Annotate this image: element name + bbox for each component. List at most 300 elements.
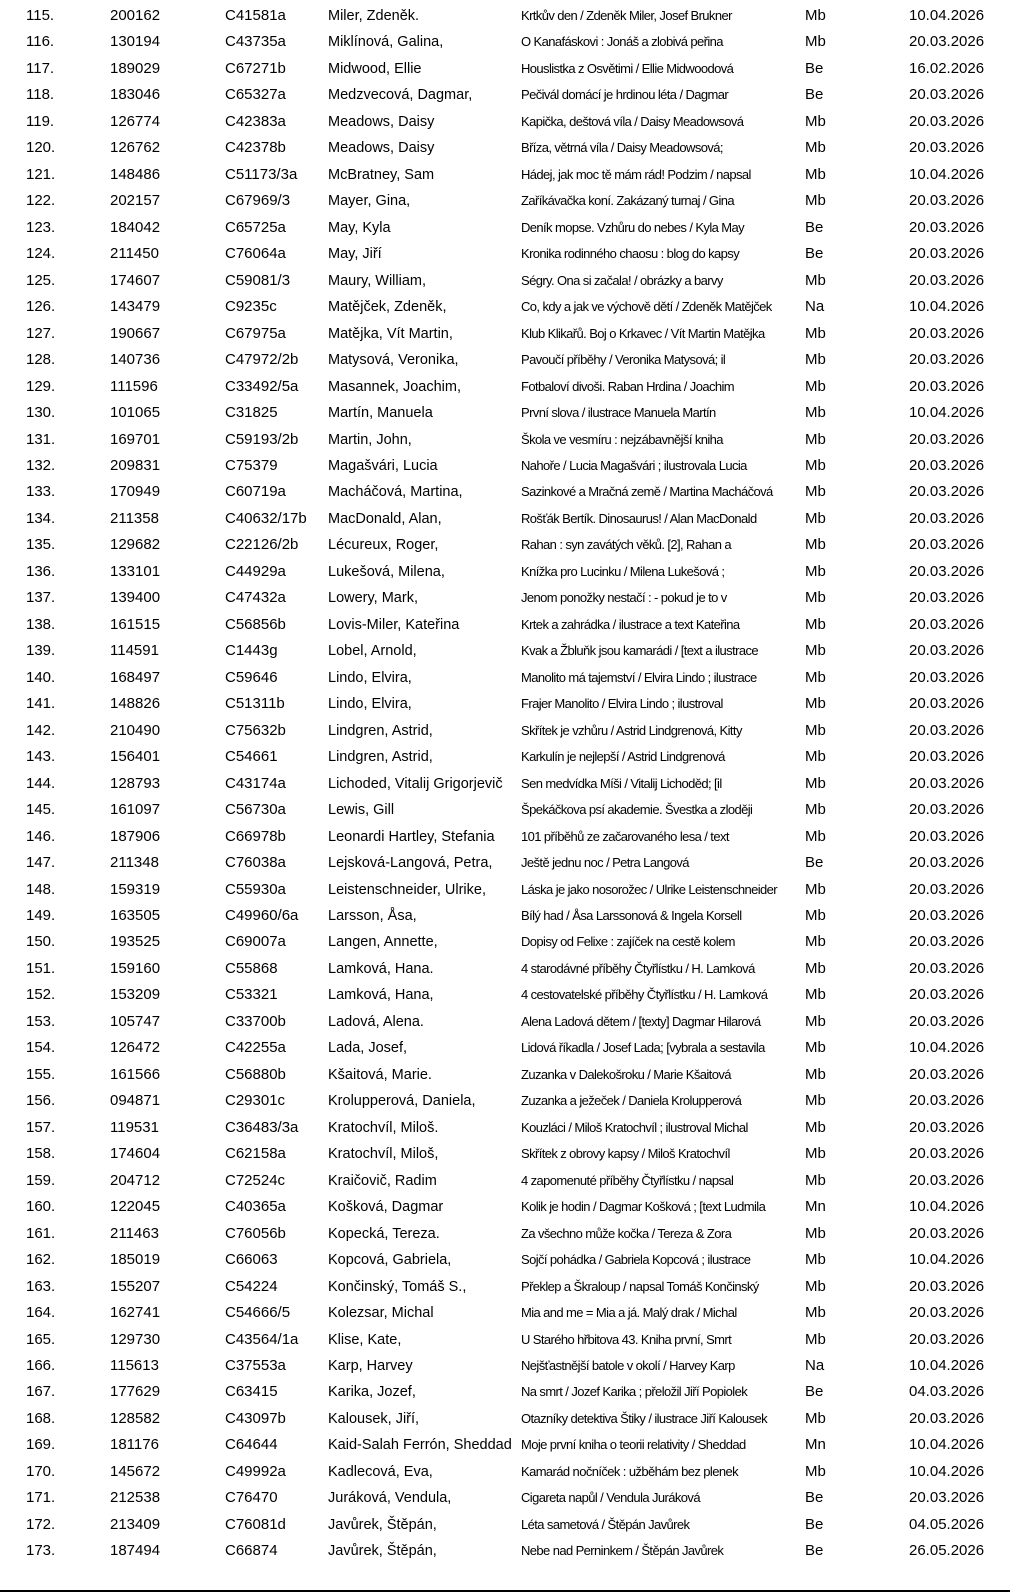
cell-title: Knížka pro Lucinku / Milena Lukešová ; bbox=[521, 563, 725, 579]
cell-title: Sojčí pohádka / Gabriela Kopcová ; ilustrace bbox=[521, 1252, 751, 1268]
cell-signature: C75632b bbox=[225, 721, 286, 739]
cell-title: Nebe nad Perninkem / Štěpán Javůrek bbox=[521, 1543, 724, 1559]
cell-title: Ségry. Ona si začala! / obrázky a barvy bbox=[521, 272, 723, 288]
cell-row-number: 120. bbox=[26, 139, 56, 157]
table-row bbox=[0, 453, 1020, 479]
cell-signature: C76470 bbox=[225, 1489, 278, 1507]
cell-title: Rahan : syn zavátých věků. [2], Rahan a bbox=[521, 537, 732, 553]
cell-due-date: 10.04.2026 bbox=[909, 1251, 985, 1269]
cell-title: Nahoře / Lucia Magašvári ; ilustrovala Lucia bbox=[521, 457, 747, 473]
table-row bbox=[0, 638, 1020, 664]
cell-title: Za všechno může kočka / Tereza & Zora bbox=[521, 1225, 732, 1241]
cell-title: První slova / ilustrace Manuela Martín bbox=[521, 405, 716, 421]
cell-record-id: 210490 bbox=[110, 721, 161, 739]
cell-author: Kaid-Salah Ferrón, Sheddad bbox=[328, 1437, 512, 1454]
cell-title: U Starého hřbitova 43. Kniha první, Smrt bbox=[521, 1331, 732, 1347]
cell-due-date: 20.03.2026 bbox=[909, 695, 985, 713]
cell-signature: C47972/2b bbox=[225, 351, 299, 369]
cell-row-number: 147. bbox=[26, 854, 56, 872]
cell-signature: C43564/1a bbox=[225, 1330, 299, 1348]
table-row bbox=[0, 1194, 1020, 1220]
cell-type-code: Mb bbox=[805, 906, 826, 924]
cell-type-code: Mb bbox=[805, 695, 826, 713]
cell-author: Martín, Manuela bbox=[328, 405, 433, 422]
table-row bbox=[0, 1327, 1020, 1353]
table-row bbox=[0, 294, 1020, 320]
cell-author: McBratney, Sam bbox=[328, 166, 435, 183]
cell-author: Kraičovič, Radim bbox=[328, 1172, 437, 1189]
cell-title: Bříza, větrná víla / Daisy Meadowsová; bbox=[521, 140, 723, 156]
table-row bbox=[0, 612, 1020, 638]
cell-type-code: Mb bbox=[805, 271, 826, 289]
cell-row-number: 141. bbox=[26, 695, 56, 713]
cell-signature: C75379 bbox=[225, 456, 278, 474]
cell-type-code: Mb bbox=[805, 986, 826, 1004]
cell-title: 4 zapomenuté příběhy Čtyřlístku / napsal bbox=[521, 1172, 734, 1188]
cell-signature: C67975a bbox=[225, 324, 286, 342]
cell-type-code: Mb bbox=[805, 642, 826, 660]
cell-row-number: 173. bbox=[26, 1542, 56, 1560]
cell-record-id: 181176 bbox=[110, 1436, 159, 1454]
cell-due-date: 10.04.2026 bbox=[909, 1436, 985, 1454]
cell-due-date: 20.03.2026 bbox=[909, 139, 985, 157]
table-row bbox=[0, 188, 1020, 214]
cell-title: Zaříkávačka koní. Zakázaný turnaj / Gina bbox=[521, 193, 734, 209]
cell-type-code: Mb bbox=[805, 1277, 826, 1295]
cell-title: Kvak a Žbluňk jsou kamarádi / [text a ilustrace bbox=[521, 643, 758, 659]
cell-type-code: Mb bbox=[805, 880, 826, 898]
cell-due-date: 20.03.2026 bbox=[909, 615, 985, 633]
cell-signature: C62158a bbox=[225, 1145, 286, 1163]
cell-row-number: 118. bbox=[26, 86, 55, 104]
cell-due-date: 20.03.2026 bbox=[909, 245, 985, 263]
table-row bbox=[0, 559, 1020, 585]
cell-title: Hádej, jak moc tě mám rád! Podzim / napsal bbox=[521, 166, 751, 182]
cell-type-code: Mb bbox=[805, 1224, 826, 1242]
cell-record-id: 145672 bbox=[110, 1462, 161, 1480]
cell-signature: C76081d bbox=[225, 1515, 286, 1533]
cell-signature: C63415 bbox=[225, 1383, 278, 1401]
cell-row-number: 122. bbox=[26, 192, 56, 210]
table-row bbox=[0, 1088, 1020, 1114]
cell-row-number: 128. bbox=[26, 351, 56, 369]
cell-due-date: 20.03.2026 bbox=[909, 748, 985, 766]
table-row bbox=[0, 1035, 1020, 1061]
table-row bbox=[0, 1432, 1020, 1458]
table-row bbox=[0, 1300, 1020, 1326]
cell-record-id: 184042 bbox=[110, 218, 161, 236]
cell-due-date: 20.03.2026 bbox=[909, 456, 985, 474]
cell-type-code: Mb bbox=[805, 7, 826, 24]
cell-row-number: 125. bbox=[26, 271, 56, 289]
cell-signature: C59081/3 bbox=[225, 271, 291, 289]
cell-due-date: 20.03.2026 bbox=[909, 1277, 985, 1295]
cell-row-number: 167. bbox=[26, 1383, 56, 1401]
cell-record-id: 129730 bbox=[110, 1330, 161, 1348]
cell-due-date: 20.03.2026 bbox=[909, 589, 985, 607]
cell-author: Lamková, Hana. bbox=[328, 960, 434, 977]
cell-due-date: 20.03.2026 bbox=[909, 1145, 985, 1163]
cell-signature: C51173/3a bbox=[225, 165, 298, 183]
cell-author: Leonardi Hartley, Stefania bbox=[328, 828, 495, 845]
cell-title: Alena Ladová dětem / [texty] Dagmar Hilarová bbox=[521, 1013, 761, 1029]
cell-record-id: 129682 bbox=[110, 536, 161, 554]
cell-due-date: 20.03.2026 bbox=[909, 33, 985, 51]
cell-record-id: 211348 bbox=[110, 854, 159, 872]
cell-due-date: 10.04.2026 bbox=[909, 1198, 985, 1216]
table-row bbox=[0, 1009, 1020, 1035]
cell-signature: C1443g bbox=[225, 642, 278, 660]
cell-due-date: 20.03.2026 bbox=[909, 1224, 985, 1242]
cell-title: Bílý had / Åsa Larssonová & Ingela Korsell bbox=[521, 907, 742, 923]
table-row bbox=[0, 268, 1020, 294]
cell-due-date: 10.04.2026 bbox=[909, 298, 985, 316]
table-row bbox=[0, 1353, 1020, 1379]
cell-row-number: 119. bbox=[26, 112, 55, 130]
cell-row-number: 139. bbox=[26, 642, 56, 660]
cell-signature: C66874 bbox=[225, 1542, 278, 1560]
cell-author: MacDonald, Alan, bbox=[328, 510, 442, 527]
cell-record-id: 111596 bbox=[110, 377, 158, 395]
cell-row-number: 134. bbox=[26, 509, 56, 527]
cell-title: Sazinkové a Mračná země / Martina Macháčová bbox=[521, 484, 773, 500]
cell-author: Leistenschneider, Ulrike, bbox=[328, 881, 486, 898]
cell-signature: C54224 bbox=[225, 1277, 278, 1295]
cell-signature: C37553a bbox=[225, 1356, 286, 1374]
cell-signature: C66063 bbox=[225, 1251, 278, 1269]
cell-author: Macháčová, Martina, bbox=[328, 484, 463, 501]
table-row bbox=[0, 1221, 1020, 1247]
cell-due-date: 20.03.2026 bbox=[909, 1171, 985, 1189]
cell-row-number: 143. bbox=[26, 748, 56, 766]
cell-type-code: Mb bbox=[805, 1330, 826, 1348]
cell-author: Kalousek, Jiří, bbox=[328, 1410, 420, 1427]
cell-signature: C43097b bbox=[225, 1409, 286, 1427]
table-row bbox=[0, 1062, 1020, 1088]
cell-author: May, Kyla bbox=[328, 219, 391, 236]
cell-row-number: 150. bbox=[26, 933, 56, 951]
cell-due-date: 20.03.2026 bbox=[909, 668, 985, 686]
cell-title: Nejšťastnější batole v okolí / Harvey Karp bbox=[521, 1357, 735, 1373]
cell-due-date: 20.03.2026 bbox=[909, 86, 985, 104]
cell-author: Kratochvíl, Miloš, bbox=[328, 1146, 439, 1163]
table-row bbox=[0, 1406, 1020, 1432]
cell-type-code: Be bbox=[805, 218, 824, 236]
cell-signature: C43735a bbox=[225, 33, 286, 51]
table-row bbox=[0, 1141, 1020, 1167]
cell-type-code: Be bbox=[805, 854, 824, 872]
cell-row-number: 164. bbox=[26, 1304, 56, 1322]
cell-type-code: Mb bbox=[805, 1145, 826, 1163]
cell-author: Lukešová, Milena, bbox=[328, 563, 445, 580]
cell-record-id: 189029 bbox=[110, 59, 161, 77]
cell-title: Zuzanka a ježeček / Daniela Krolupperová bbox=[521, 1093, 742, 1109]
cell-due-date: 20.03.2026 bbox=[909, 774, 985, 792]
cell-type-code: Mb bbox=[805, 1251, 826, 1269]
cell-signature: C40365a bbox=[225, 1198, 286, 1216]
cell-author: Masannek, Joachim, bbox=[328, 378, 461, 395]
table-row bbox=[0, 347, 1020, 373]
cell-row-number: 145. bbox=[26, 801, 56, 819]
cell-type-code: Be bbox=[805, 1515, 824, 1533]
cell-due-date: 10.04.2026 bbox=[909, 165, 985, 183]
cell-signature: C56730a bbox=[225, 801, 286, 819]
cell-signature: C9235c bbox=[225, 298, 277, 316]
cell-title: Lidová říkadla / Josef Lada; [vybrala a sestavila bbox=[521, 1040, 765, 1056]
cell-record-id: 128582 bbox=[110, 1409, 161, 1427]
cell-signature: C47432a bbox=[225, 589, 286, 607]
cell-row-number: 170. bbox=[26, 1462, 56, 1480]
cell-title: Kolik je hodin / Dagmar Košková ; [text Ludmila bbox=[521, 1199, 766, 1215]
cell-record-id: 183046 bbox=[110, 86, 161, 104]
cell-due-date: 20.03.2026 bbox=[909, 906, 985, 924]
table-row bbox=[0, 1538, 1020, 1564]
cell-row-number: 154. bbox=[26, 1039, 56, 1057]
bottom-rule bbox=[0, 1590, 1010, 1592]
cell-signature: C65725a bbox=[225, 218, 286, 236]
cell-row-number: 124. bbox=[26, 245, 56, 263]
cell-signature: C31825 bbox=[225, 404, 278, 422]
table-row bbox=[0, 506, 1020, 532]
table-row bbox=[0, 29, 1020, 55]
cell-row-number: 157. bbox=[26, 1118, 56, 1136]
cell-due-date: 20.03.2026 bbox=[909, 430, 985, 448]
table-row bbox=[0, 109, 1020, 135]
cell-record-id: 174607 bbox=[110, 271, 161, 289]
table-row bbox=[0, 929, 1020, 955]
cell-type-code: Mn bbox=[805, 1436, 826, 1454]
cell-record-id: 209831 bbox=[110, 456, 161, 474]
cell-title: Frajer Manolito / Elvira Lindo ; ilustroval bbox=[521, 696, 723, 712]
cell-author: Lewis, Gill bbox=[328, 802, 395, 819]
cell-record-id: 140736 bbox=[110, 351, 161, 369]
table-row bbox=[0, 797, 1020, 823]
cell-due-date: 04.05.2026 bbox=[909, 1515, 985, 1533]
cell-signature: C76056b bbox=[225, 1224, 286, 1242]
cell-signature: C59193/2b bbox=[225, 430, 299, 448]
cell-title: O Kanafáskovi : Jonáš a zlobivá peřina bbox=[521, 34, 723, 50]
cell-record-id: 153209 bbox=[110, 986, 161, 1004]
cell-author: Matějka, Vít Martin, bbox=[328, 325, 453, 342]
cell-type-code: Mb bbox=[805, 562, 826, 580]
cell-row-number: 116. bbox=[26, 33, 55, 51]
cell-row-number: 144. bbox=[26, 774, 56, 792]
cell-due-date: 26.05.2026 bbox=[909, 1542, 985, 1560]
cell-author: Končinský, Tomáš S., bbox=[328, 1278, 467, 1295]
cell-signature: C56856b bbox=[225, 615, 286, 633]
cell-title: Na smrt / Jozef Karika ; přeložil Jiří Popiolek bbox=[521, 1384, 748, 1400]
cell-type-code: Be bbox=[805, 1383, 824, 1401]
cell-record-id: 174604 bbox=[110, 1145, 161, 1163]
cell-signature: C42255a bbox=[225, 1039, 286, 1057]
table-row bbox=[0, 427, 1020, 453]
cell-record-id: 204712 bbox=[110, 1171, 161, 1189]
cell-title: Skřítek je vzhůru / Astrid Lindgrenová, Kitty bbox=[521, 722, 742, 738]
table-row bbox=[0, 771, 1020, 797]
cell-signature: C29301c bbox=[225, 1092, 286, 1110]
table-row bbox=[0, 824, 1020, 850]
cell-title: Klub Klikařů. Boj o Krkavec / Vít Martin Matějka bbox=[521, 325, 765, 341]
cell-author: Lada, Josef, bbox=[328, 1040, 407, 1057]
cell-signature: C51311b bbox=[225, 695, 285, 713]
cell-due-date: 20.03.2026 bbox=[909, 827, 985, 845]
cell-author: Karika, Jozef, bbox=[328, 1384, 416, 1401]
cell-signature: C49960/6a bbox=[225, 906, 299, 924]
cell-author: Lovis-Miler, Kateřina bbox=[328, 616, 460, 633]
cell-type-code: Be bbox=[805, 1542, 824, 1560]
cell-row-number: 140. bbox=[26, 668, 56, 686]
cell-row-number: 127. bbox=[26, 324, 56, 342]
cell-record-id: 122045 bbox=[110, 1198, 161, 1216]
cell-title: Špekáčkova psí akademie. Švestka a zloději bbox=[521, 802, 753, 818]
cell-signature: C56880b bbox=[225, 1065, 286, 1083]
cell-author: Lowery, Mark, bbox=[328, 590, 418, 607]
cell-author: Javůrek, Štěpán, bbox=[328, 1543, 437, 1560]
cell-title: Krtkův den / Zdeněk Miler, Josef Brukner bbox=[521, 8, 732, 23]
cell-row-number: 152. bbox=[26, 986, 56, 1004]
cell-author: Lichoded, Vitalij Grigorjevič bbox=[328, 775, 503, 792]
cell-row-number: 129. bbox=[26, 377, 56, 395]
cell-record-id: 161566 bbox=[110, 1065, 161, 1083]
cell-due-date: 20.03.2026 bbox=[909, 324, 985, 342]
cell-due-date: 20.03.2026 bbox=[909, 1118, 985, 1136]
cell-due-date: 20.03.2026 bbox=[909, 509, 985, 527]
cell-row-number: 158. bbox=[26, 1145, 56, 1163]
table-row bbox=[0, 1274, 1020, 1300]
cell-title: Pavoučí příběhy / Veronika Matysová; il bbox=[521, 352, 726, 368]
cell-type-code: Mb bbox=[805, 1171, 826, 1189]
cell-due-date: 20.03.2026 bbox=[909, 562, 985, 580]
cell-row-number: 172. bbox=[26, 1515, 56, 1533]
cell-record-id: 161097 bbox=[110, 801, 161, 819]
cell-author: Langen, Annette, bbox=[328, 934, 438, 951]
cell-due-date: 10.04.2026 bbox=[909, 404, 985, 422]
cell-due-date: 20.03.2026 bbox=[909, 271, 985, 289]
cell-title: 4 starodávné příběhy Čtyřlístku / H. Lamková bbox=[521, 960, 755, 976]
table-row bbox=[0, 374, 1020, 400]
cell-due-date: 20.03.2026 bbox=[909, 721, 985, 739]
cell-title: Krtek a zahrádka / ilustrace a text Kateřina bbox=[521, 616, 740, 632]
cell-signature: C59646 bbox=[225, 668, 278, 686]
cell-signature: C43174a bbox=[225, 774, 286, 792]
cell-due-date: 20.03.2026 bbox=[909, 1092, 985, 1110]
cell-signature: C33700b bbox=[225, 1012, 286, 1030]
table-row bbox=[0, 56, 1020, 82]
cell-type-code: Na bbox=[805, 1356, 825, 1374]
cell-due-date: 20.03.2026 bbox=[909, 1489, 985, 1507]
cell-record-id: 187906 bbox=[110, 827, 161, 845]
table-row bbox=[0, 903, 1020, 929]
table-row bbox=[0, 1512, 1020, 1538]
cell-record-id: 211358 bbox=[110, 509, 159, 527]
cell-signature: C76038a bbox=[225, 854, 286, 872]
cell-due-date: 20.03.2026 bbox=[909, 192, 985, 210]
cell-type-code: Mb bbox=[805, 1012, 826, 1030]
cell-author: Matysová, Veronika, bbox=[328, 352, 459, 369]
cell-signature: C44929a bbox=[225, 562, 286, 580]
table-row bbox=[0, 956, 1020, 982]
cell-due-date: 20.03.2026 bbox=[909, 959, 985, 977]
cell-title: Kouzláci / Miloš Kratochvíl ; ilustroval Michal bbox=[521, 1119, 748, 1135]
cell-record-id: 200162 bbox=[110, 7, 161, 24]
cell-author: Lobel, Arnold, bbox=[328, 643, 417, 660]
cell-row-number: 151. bbox=[26, 959, 56, 977]
cell-title: Otazníky detektiva Štiky / ilustrace Jiří Kalousek bbox=[521, 1410, 767, 1426]
cell-row-number: 135. bbox=[26, 536, 56, 554]
cell-due-date: 20.03.2026 bbox=[909, 854, 985, 872]
cell-record-id: 114591 bbox=[110, 642, 159, 660]
cell-title: Překlep a Škraloup / napsal Tomáš Končinský bbox=[521, 1278, 759, 1294]
cell-type-code: Mb bbox=[805, 1092, 826, 1110]
cell-type-code: Mb bbox=[805, 589, 826, 607]
cell-type-code: Mb bbox=[805, 430, 826, 448]
cell-signature: C64644 bbox=[225, 1436, 278, 1454]
cell-record-id: 170949 bbox=[110, 483, 161, 501]
cell-row-number: 148. bbox=[26, 880, 56, 898]
cell-type-code: Mb bbox=[805, 483, 826, 501]
cell-author: Lamková, Hana, bbox=[328, 987, 434, 1004]
cell-author: Miler, Zdeněk. bbox=[328, 8, 420, 24]
cell-row-number: 149. bbox=[26, 906, 56, 924]
table-row bbox=[0, 1485, 1020, 1511]
cell-type-code: Mb bbox=[805, 668, 826, 686]
cell-type-code: Mb bbox=[805, 351, 826, 369]
cell-type-code: Mb bbox=[805, 774, 826, 792]
cell-signature: C67969/3 bbox=[225, 192, 291, 210]
cell-author: Meadows, Daisy bbox=[328, 113, 435, 130]
cell-row-number: 137. bbox=[26, 589, 56, 607]
cell-author: Lécureux, Roger, bbox=[328, 537, 439, 554]
cell-author: Kopcová, Gabriela, bbox=[328, 1252, 452, 1269]
cell-record-id: 126774 bbox=[110, 112, 161, 130]
cell-title: Cigareta napůl / Vendula Juráková bbox=[521, 1490, 700, 1506]
cell-title: Ještě jednu noc / Petra Langová bbox=[521, 855, 689, 871]
cell-record-id: 161515 bbox=[110, 615, 161, 633]
cell-author: Kadlecová, Eva, bbox=[328, 1463, 433, 1480]
cell-due-date: 04.03.2026 bbox=[909, 1383, 985, 1401]
cell-record-id: 211450 bbox=[110, 245, 159, 263]
cell-title: Fotbaloví divoši. Raban Hrdina / Joachim bbox=[521, 378, 735, 394]
cell-author: Lejsková-Langová, Petra, bbox=[328, 855, 493, 872]
cell-record-id: 094871 bbox=[110, 1092, 161, 1110]
cell-title: Manolito má tajemství / Elvira Lindo ; ilustrace bbox=[521, 669, 757, 685]
cell-row-number: 146. bbox=[26, 827, 56, 845]
cell-record-id: 168497 bbox=[110, 668, 161, 686]
cell-type-code: Mb bbox=[805, 748, 826, 766]
cell-due-date: 20.03.2026 bbox=[909, 642, 985, 660]
cell-due-date: 20.03.2026 bbox=[909, 1065, 985, 1083]
cell-title: Pečivál domácí je hrdinou léta / Dagmar bbox=[521, 87, 729, 103]
cell-author: Martin, John, bbox=[328, 431, 412, 448]
cell-signature: C72524c bbox=[225, 1171, 286, 1189]
cell-title: Kronika rodinného chaosu : blog do kapsy bbox=[521, 246, 740, 262]
table-row bbox=[0, 135, 1020, 161]
cell-title: Mia and me = Mia a já. Malý drak / Michal bbox=[521, 1305, 737, 1321]
cell-row-number: 166. bbox=[26, 1356, 56, 1374]
cell-author: Meadows, Daisy bbox=[328, 140, 435, 157]
cell-author: Matějček, Zdeněk, bbox=[328, 299, 447, 316]
cell-row-number: 132. bbox=[26, 456, 56, 474]
cell-record-id: 193525 bbox=[110, 933, 161, 951]
cell-record-id: 163505 bbox=[110, 906, 161, 924]
cell-row-number: 130. bbox=[26, 404, 56, 422]
table-row bbox=[0, 479, 1020, 505]
cell-record-id: 185019 bbox=[110, 1251, 161, 1269]
cell-type-code: Mb bbox=[805, 1462, 826, 1480]
cell-type-code: Mb bbox=[805, 112, 826, 130]
cell-due-date: 20.03.2026 bbox=[909, 1304, 985, 1322]
cell-row-number: 162. bbox=[26, 1251, 56, 1269]
